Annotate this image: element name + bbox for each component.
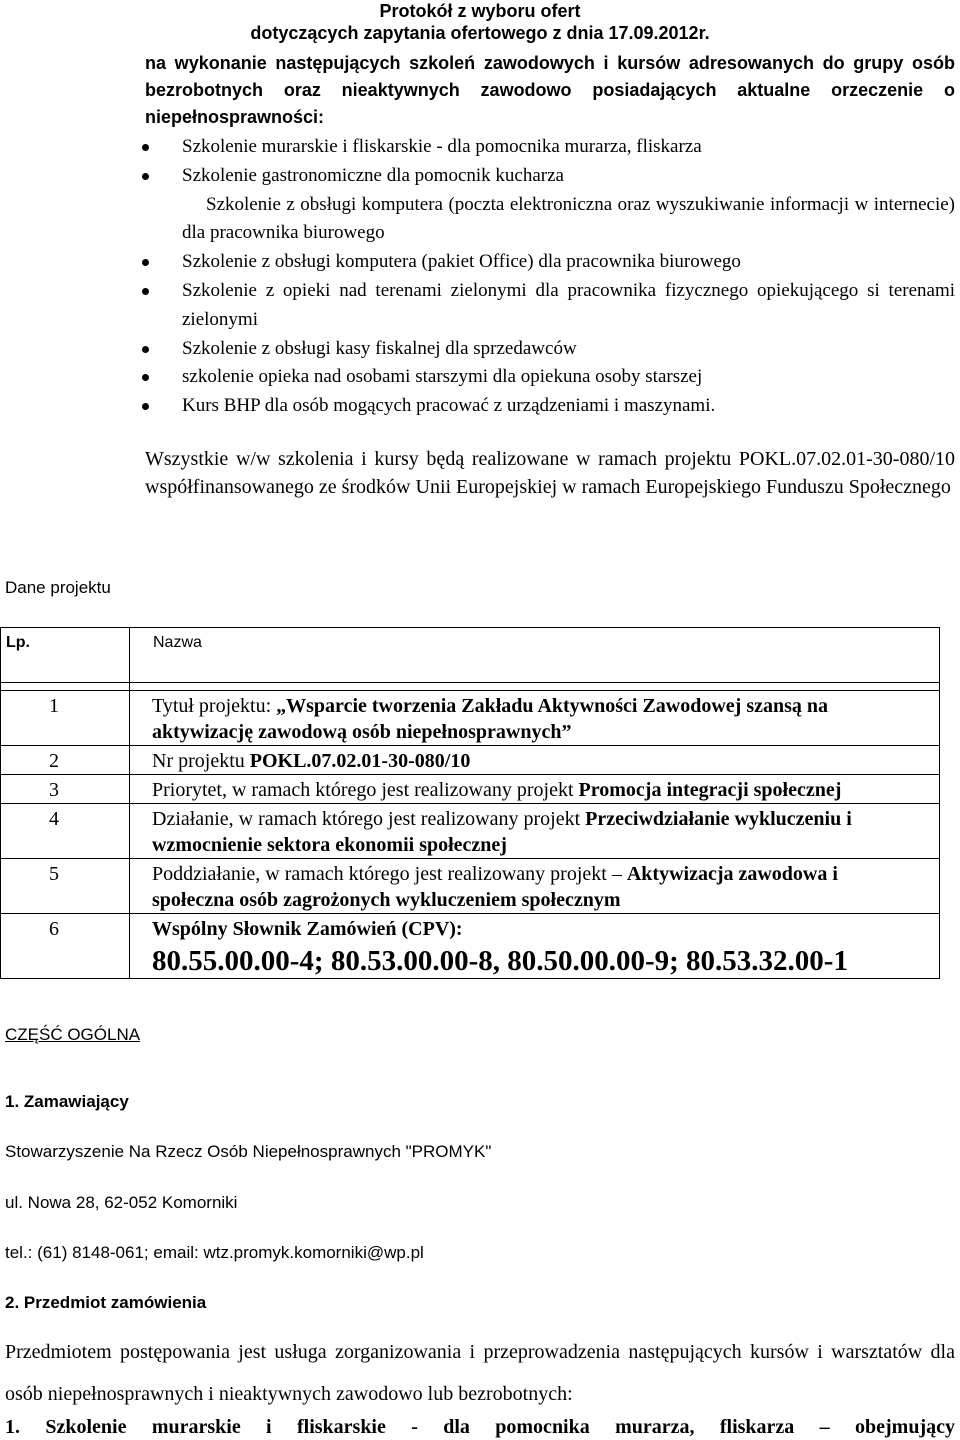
training-item-6: Szkolenie z obsługi kasy fiskalnej dla sprzedawców [130, 335, 955, 364]
general-part-heading: CZĘŚĆ OGÓLNA [5, 1025, 141, 1044]
project-table [0, 627, 940, 979]
row-content: Działanie, w ramach którego jest realizowany projekt Przeciwdziałanie wykluczeniu i wzmocnienie sektora ekonomii społecznej [130, 804, 940, 859]
bullet-icon [142, 144, 149, 151]
document-subtitle: dotyczących zapytania ofertowego z dnia 17.09.2012r. [250, 23, 710, 43]
training-item-7: szkolenie opieka nad osobami starszymi dla opiekuna osoby starszej [130, 363, 955, 392]
table-row [1, 859, 940, 914]
table-row [1, 746, 940, 775]
bullet-icon [142, 259, 149, 266]
row-content: Wspólny Słownik Zamówień (CPV): 80.55.00.00-4; 80.53.00.00-8, 80.50.00.00-9; 80.53.32.00-1 [130, 914, 940, 979]
subject-paragraph: Przedmiotem postępowania jest usługa zorganizowania i przeprowadzenia następujących kursów i warsztatów dla osób niepełnosprawnych i nieaktywnych zawodowo lub bezrobotnych: [5, 1341, 955, 1405]
organization-contact: tel.: (61) 8148-061; email: wtz.promyk.komorniki@wp.pl [5, 1243, 424, 1262]
subject-item-1: 1. Szkolenie murarskie i fliskarskie - dla pomocnika murarza, fliskarza – obejmujący [5, 1416, 955, 1438]
training-item-3: Szkolenie z obsługi komputera (poczta elektroniczna oraz wyszukiwanie informacji w internecie) dla pracownika biurowego [182, 193, 955, 244]
table-row [1, 804, 940, 859]
table-spacer-row [1, 683, 940, 691]
row-number: 2 [1, 746, 130, 775]
organization-address: ul. Nowa 28, 62-052 Komorniki [5, 1193, 238, 1212]
table-row [1, 914, 940, 979]
row-number: 1 [1, 691, 130, 746]
training-item-4: Szkolenie z obsługi komputera (pakiet Office) dla pracownika biurowego [130, 248, 955, 277]
row-content: Tytuł projektu: „Wsparcie tworzenia Zakładu Aktywności Zawodowej szansą na aktywizację zawodową osób niepełnosprawnych” [130, 691, 940, 746]
row-content: Poddziałanie, w ramach którego jest realizowany projekt – Aktywizacja zawodowa i społeczna osób zagrożonych wykluczeniem społecznym [130, 859, 940, 914]
training-item-8: Kurs BHP dla osób mogących pracować z urządzeniami i maszynami. [130, 392, 955, 421]
bullet-icon [142, 288, 149, 295]
row-content: Priorytet, w ramach którego jest realizowany projekt Promocja integracji społecznej [130, 775, 940, 804]
table-header-row [1, 628, 940, 683]
bullet-icon [142, 346, 149, 353]
section-1-heading: 1. Zamawiający [5, 1092, 129, 1111]
document-header [0, 0, 960, 44]
row-number: 3 [1, 775, 130, 804]
training-item-2: Szkolenie gastronomiczne dla pomocnik kucharza [130, 162, 955, 191]
project-data-heading: Dane projektu [5, 578, 111, 597]
table-row [1, 691, 940, 746]
section-2-heading: 2. Przedmiot zamówienia [5, 1293, 207, 1312]
table-row [1, 775, 940, 804]
organization-name: Stowarzyszenie Na Rzecz Osób Niepełnosprawnych "PROMYK" [5, 1142, 492, 1161]
column-header-lp: Lp. [1, 628, 130, 683]
training-item-5: Szkolenie z opieki nad terenami zielonymi dla pracownika fizycznego opiekującego si terenami zielonymi [130, 277, 955, 335]
cpv-codes: 80.55.00.00-4; 80.53.00.00-8, 80.50.00.00-9; 80.53.32.00-1 [152, 945, 848, 977]
row-number: 6 [1, 914, 130, 979]
column-header-name: Nazwa [130, 628, 940, 683]
document-title: Protokół z wyboru ofert [379, 1, 581, 21]
bullet-icon [142, 173, 149, 180]
training-list [130, 133, 955, 421]
funding-paragraph: Wszystkie w/w szkolenia i kursy będą realizowane w ramach projektu POKL.07.02.01-30-080/10 współfinansowanego ze środków Unii Europejskiej w ramach Europejskiego Funduszu Społecznego [145, 448, 955, 498]
training-item-1: Szkolenie murarskie i fliskarskie - dla pomocnika murarza, fliskarza [130, 133, 955, 162]
bullet-icon [142, 403, 149, 410]
row-number: 5 [1, 859, 130, 914]
bullet-icon [142, 374, 149, 381]
row-number: 4 [1, 804, 130, 859]
row-content: Nr projektu POKL.07.02.01-30-080/10 [130, 746, 940, 775]
intro-paragraph: na wykonanie następujących szkoleń zawodowych i kursów adresowanych do grupy osób bezrobotnych oraz nieaktywnych zawodowo posiadających aktualne orzeczenie o niepełnosprawności: [145, 53, 955, 127]
